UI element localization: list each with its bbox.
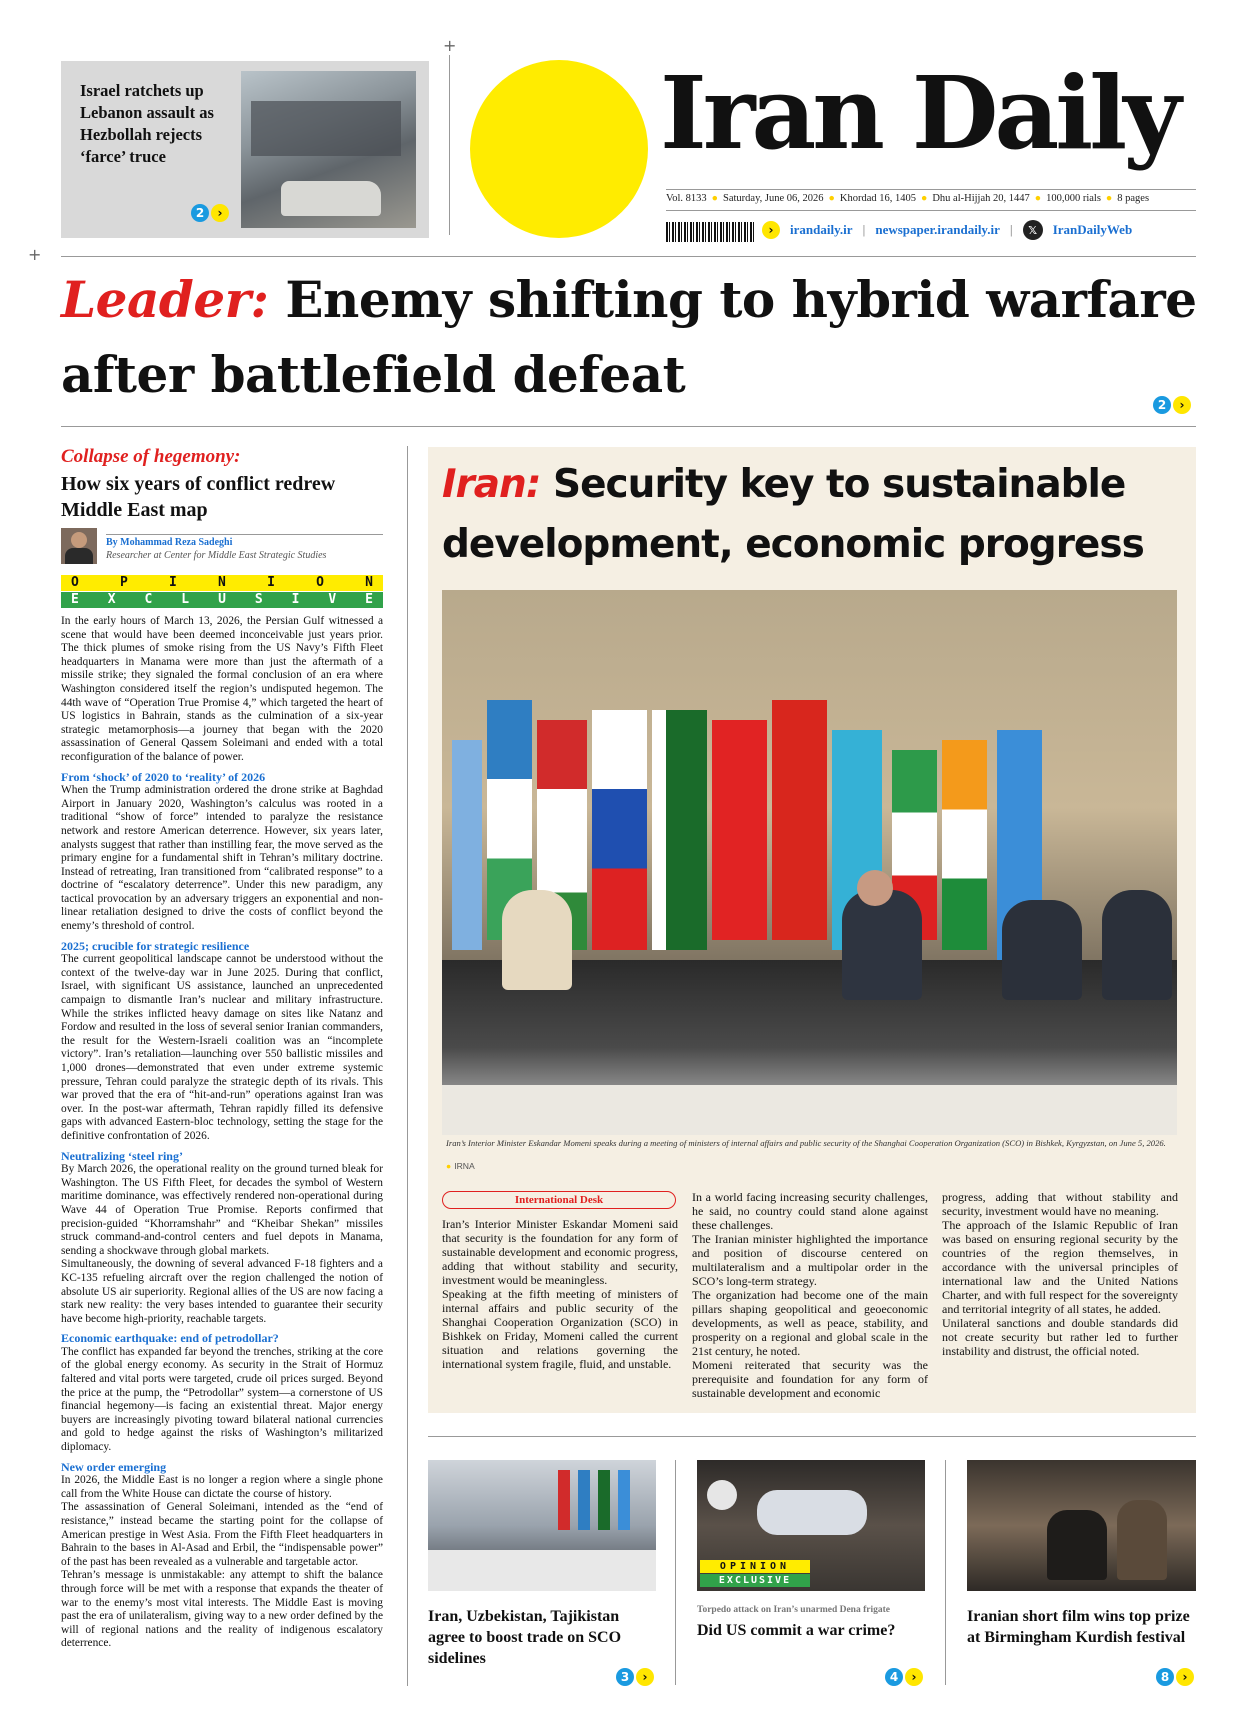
chevron-right-icon: › bbox=[636, 1668, 654, 1686]
photo-credit bbox=[446, 1161, 475, 1171]
story-overline: Torpedo attack on Iran’s unarmed Dena frigate bbox=[697, 1605, 890, 1615]
chevron-right-icon: › bbox=[762, 221, 780, 239]
label-letter: O bbox=[71, 575, 79, 590]
feature-col-1: Iran’s Interior Minister Eskandar Momeni said that security is the foundation for any form of sustainable development and economic progress, adding that without stability and security, investment would be meaningless. Speaking at the fifth meeting of ministers of internal affairs and public security of the Shanghai Cooperation Organization (SCO) in Bishkek on Friday, Momeni called the current situation and relations governing the international system fragile, fluid, and unstable. bbox=[442, 1217, 678, 1371]
opinion-body bbox=[61, 615, 383, 1651]
label-letter: I bbox=[291, 592, 300, 607]
sun-logo bbox=[470, 60, 648, 238]
story-photo bbox=[967, 1460, 1196, 1591]
feature-headline[interactable] bbox=[442, 455, 1182, 575]
issue-line bbox=[666, 192, 1206, 206]
opinion-headline[interactable]: How six years of conflict redrew Middle East map bbox=[61, 473, 336, 521]
paragraph: When the Trump administration ordered the drone strike at Baghdad Airport in January 2020, Washington’s calculus was rooted in a traditional “show of force” intended to paralyze the resistance network and restore American deterrence. However, six years later, analysts suggest that rather than instilling fear, the move served as the primary engine for a fundamental shift in Tehran’s military doctrine. Instead of retreating, Iran transitioned from “calibrated response” to a doctrine of “escalatory deterrence”. Under this new paradigm, any tactical provocation by an adversary triggers an exponential and non-linear retaliation designed to drive the costs of conflict beyond the enemy’s threshold of control. bbox=[61, 784, 383, 933]
separator: | bbox=[862, 222, 866, 237]
crop-mark-icon: + bbox=[443, 36, 457, 55]
page-number: 2 bbox=[191, 204, 209, 222]
dot-icon: ● bbox=[828, 193, 835, 204]
column-divider bbox=[407, 446, 408, 1686]
page-badge[interactable] bbox=[616, 1668, 654, 1686]
masthead-rule bbox=[666, 189, 1196, 190]
paragraph: The current geopolitical landscape cannot be understood without the context of the twelve-day war in June 2025. During that conflict, Israel, with significant US assistance, launched an unprecedented campaign to dismantle Iran’s nuclear and military infrastructure. While the strikes inflicted heavy damage on sites like Natanz and Fordow and resulted in the loss of several senior Iranian commanders, the result for the Western-Israeli coalition was an “incomplete victory”. Iran’s retaliation—launching over 550 ballistic missiles and 1,000 drones—demonstrated that even under extreme systemic pressure, Tehran could paralyze the strategic depth of its rivals. This war proved that the era of “hit-and-run” operations against Iran was over. In the post-war aftermath, Tehran rapidly filled its defensive gaps with advanced Eastern-bloc technology, setting the stage for the definitive confrontation of 2026. bbox=[61, 953, 383, 1142]
feature-col-2: In a world facing increasing security challenges, he said, no country could stand alone against these challenges. The Iranian minister highlighted the importance and position of discourse centered on multilateralism and a multipolar order in the SCO’s long-term strategy. The organization had become one of the main pillars shaping geopolitical and geoeconomic developments, as well as peace, stability, and prosperity on a regional and global scale in the 21st century, he noted. Momeni reiterated that security was the prerequisite and foundation for any form of sustainable development and economic bbox=[692, 1190, 928, 1400]
page-number: 2 bbox=[1153, 396, 1171, 414]
lead-page-badge[interactable] bbox=[1153, 396, 1191, 414]
photo-caption: Iran’s Interior Minister Eskandar Momeni speaks during a meeting of ministers of internal affairs and public security of the Shanghai Cooperation Organization (SCO) in Bishkek, Kyrgyzstan, on June 5, 2026. bbox=[446, 1138, 1166, 1148]
teaser-photo bbox=[241, 71, 416, 228]
dot-icon: ● bbox=[1105, 193, 1113, 204]
chevron-right-icon: › bbox=[1176, 1668, 1194, 1686]
desk-label: International Desk bbox=[442, 1191, 676, 1209]
page-badge[interactable] bbox=[885, 1668, 923, 1686]
opinion-label bbox=[61, 575, 383, 591]
credit-text: IRNA bbox=[454, 1161, 475, 1171]
feature-col-3: progress, adding that without stability and security, investment would have no meaning. The approach of the Islamic Republic of Iran was based on ensuring regional security by the countries of the region themselves, in accordance with the universal principles of international law and the United Nations Charter, and with full respect for the sovereignty and territorial integrity of all states, he added. Unilateral sanctions and double standards did not create security but rather led to further instability and distrust, the official noted. bbox=[942, 1190, 1178, 1358]
paragraph: Simultaneously, the downing of several advanced F-18 fighters and a KC-135 refueling aircraft over the region challenged the notion of absolute US air superiority. Regional allies of the US are now facing a stark new reality: the very bases intended to guarantee their security have become high-priority, reachable targets. bbox=[61, 1258, 383, 1325]
page-count: 8 pages bbox=[1117, 193, 1150, 204]
top-rule bbox=[61, 256, 1196, 257]
bottom-rule bbox=[428, 1436, 1196, 1437]
label-letter: N bbox=[365, 575, 373, 590]
subheading: New order emerging bbox=[61, 1459, 167, 1474]
chevron-right-icon: › bbox=[211, 204, 229, 222]
website-link[interactable]: irandaily.ir bbox=[790, 222, 853, 237]
story-headline: Did US commit a war crime? bbox=[697, 1622, 896, 1639]
subheading: Neutralizing ‘steel ring’ bbox=[61, 1148, 183, 1163]
dot-icon: ● bbox=[920, 193, 928, 204]
label-letter: E bbox=[71, 592, 79, 607]
price: 100,000 rials bbox=[1046, 193, 1101, 204]
author-avatar bbox=[61, 528, 97, 564]
bottom-story-1[interactable] bbox=[428, 1460, 656, 1684]
dot-icon: ● bbox=[1034, 193, 1042, 204]
label-letter: S bbox=[254, 592, 263, 607]
opinion-label-text bbox=[71, 575, 373, 591]
lead-rule bbox=[61, 426, 1196, 427]
feature-title: Security key to sustainable development, economic progress bbox=[442, 462, 1144, 567]
page-number: 8 bbox=[1156, 1668, 1174, 1686]
chevron-right-icon: › bbox=[1173, 396, 1191, 414]
subheading: 2025; crucible for strategic resilience bbox=[61, 938, 250, 953]
exclusive-label bbox=[61, 592, 383, 608]
label-letter: N bbox=[218, 575, 226, 590]
social-handle[interactable]: IranDailyWeb bbox=[1052, 222, 1133, 237]
bottom-story-2[interactable] bbox=[697, 1460, 925, 1684]
persian-date: Khordad 16, 1405 bbox=[839, 193, 916, 204]
subheading: Economic earthquake: end of petrodollar? bbox=[61, 1331, 279, 1346]
label-letter: O bbox=[316, 575, 324, 590]
opinion-kicker: Collapse of hegemony: bbox=[61, 446, 241, 467]
feature-photo bbox=[442, 590, 1177, 1135]
paragraph: Tehran’s message is unmistakable: any attempt to shift the balance through force will be met with a response that expands the theater of war to the enemy’s most vital interests. The Middle East is moving past the era of unilateralism, giving way to a new order defined by the will of regional nations and the reality of indigenous escalatory deterrence. bbox=[61, 1569, 383, 1650]
paragraph: The assassination of General Soleimani, intended as the “end of resistance,” instead became the starting point for the collapse of American prestige in West Asia. From the Fifth Fleet headquarters in Bahrain to the bases in Al-Asad and Erbil, the “indispensable power” of the past has been revealed as a vulnerable and targetable actor. bbox=[61, 1501, 383, 1568]
x-icon: 𝕏 bbox=[1023, 220, 1043, 240]
date: Saturday, June 06, 2026 bbox=[723, 193, 824, 204]
chevron-right-icon: › bbox=[905, 1668, 923, 1686]
label-letter: C bbox=[144, 592, 153, 607]
newspaper-link[interactable]: newspaper.irandaily.ir bbox=[875, 222, 1000, 237]
author-name: By Mohammad Reza Sadeghi bbox=[106, 537, 233, 548]
paragraph: In 2026, the Middle East is no longer a region where a single phone call from the White House can dictate the course of history. bbox=[61, 1474, 383, 1500]
paragraph: The conflict has expanded far beyond the trenches, striking at the core of the global energy economy. As security in the Strait of Hormuz faltered and vital ports were targeted, crude oil prices surged. Beyond the price at the pump, the “Petrodollar” system—a cornerstone of US financial hegemony—is facing an existential threat. Major energy buyers are increasingly pivoting toward bilateral national currencies and gold to hedge against the risks of Washington’s militarized diplomacy. bbox=[61, 1345, 383, 1454]
author-rule bbox=[106, 534, 383, 535]
feature-kicker: Iran: bbox=[442, 462, 541, 507]
bottom-divider bbox=[945, 1460, 946, 1685]
teaser-page-badge[interactable] bbox=[191, 204, 229, 222]
links-row bbox=[762, 220, 1202, 240]
exclusive-label-text bbox=[71, 592, 373, 608]
masthead-rule-2 bbox=[666, 210, 1196, 211]
crop-mark-icon: + bbox=[28, 245, 42, 264]
bottom-story-3[interactable] bbox=[967, 1460, 1196, 1684]
page-badge[interactable] bbox=[1156, 1668, 1194, 1686]
opinion-tag: OPINION bbox=[700, 1560, 810, 1573]
masthead-divider bbox=[449, 55, 450, 235]
label-letter: U bbox=[218, 592, 226, 607]
story-photo bbox=[428, 1460, 656, 1591]
label-letter: V bbox=[328, 592, 337, 607]
story-headline: Iran, Uzbekistan, Tajikistan agree to boost trade on SCO sidelines bbox=[428, 1608, 622, 1667]
barcode-icon bbox=[666, 222, 754, 242]
author-title: Researcher at Center for Middle East Strategic Studies bbox=[106, 550, 327, 561]
subheading: From ‘shock’ of 2020 to ‘reality’ of 2026 bbox=[61, 769, 266, 784]
lead-title: Enemy shifting to hybrid warfare after battlefield defeat bbox=[61, 270, 1197, 404]
volume: Vol. 8133 bbox=[666, 193, 707, 204]
label-letter: X bbox=[107, 592, 116, 607]
masthead-title: Iran Daily bbox=[660, 54, 1178, 172]
label-letter: E bbox=[365, 592, 373, 607]
teaser-headline: Israel ratchets up Lebanon assault as Hezbollah rejects ‘farce’ truce bbox=[80, 81, 214, 166]
story-headline: Iranian short film wins top prize at Birmingham Kurdish festival bbox=[967, 1608, 1190, 1646]
hijri-date: Dhu al-Hijjah 20, 1447 bbox=[932, 193, 1030, 204]
lead-kicker: Leader: bbox=[61, 270, 269, 329]
label-letter: L bbox=[181, 592, 190, 607]
lead-headline[interactable] bbox=[61, 262, 1201, 412]
dot-icon: ● bbox=[446, 1161, 452, 1171]
separator: | bbox=[1009, 222, 1013, 237]
label-letter: P bbox=[120, 575, 128, 590]
page-number: 3 bbox=[616, 1668, 634, 1686]
teaser-box[interactable] bbox=[61, 61, 429, 238]
dot-icon: ● bbox=[711, 193, 718, 204]
label-letter: I bbox=[267, 575, 275, 590]
paragraph: By March 2026, the operational reality on the ground turned bleak for Washington. The US Fifth Fleet, for decades the symbol of Western maritime dominance, was effectively rendered non-operational during Wave 44 of Operation True Promise. Reports confirmed that precision-guided “Khorramshahr” and “Kheibar Shekan” missiles struck command-and-control centers and fuel depots in Manama, sending a shockwave through global markets. bbox=[61, 1163, 383, 1257]
label-letter: I bbox=[169, 575, 177, 590]
bottom-divider bbox=[675, 1460, 676, 1685]
page-number: 4 bbox=[885, 1668, 903, 1686]
exclusive-tag: EXCLUSIVE bbox=[700, 1574, 810, 1587]
paragraph: In the early hours of March 13, 2026, the Persian Gulf witnessed a scene that would have been deemed inconceivable just years prior. The thick plumes of smoke rising from the US Navy’s Fifth Fleet headquarters in Manama were more than just the aftermath of a missile strike; they signaled the formal conclusion of an era where Washington considered itself the region’s undisputed hegemon. The 44th wave of “Operation True Promise 4,” which targeted the heart of US logistics in Bahrain, stands as the culmination of a six-year strategic metamorphosis—a journey that began with the 2020 assassination of General Qassem Soleimani and ended with a total reconfiguration of the balance of power. bbox=[61, 615, 383, 763]
